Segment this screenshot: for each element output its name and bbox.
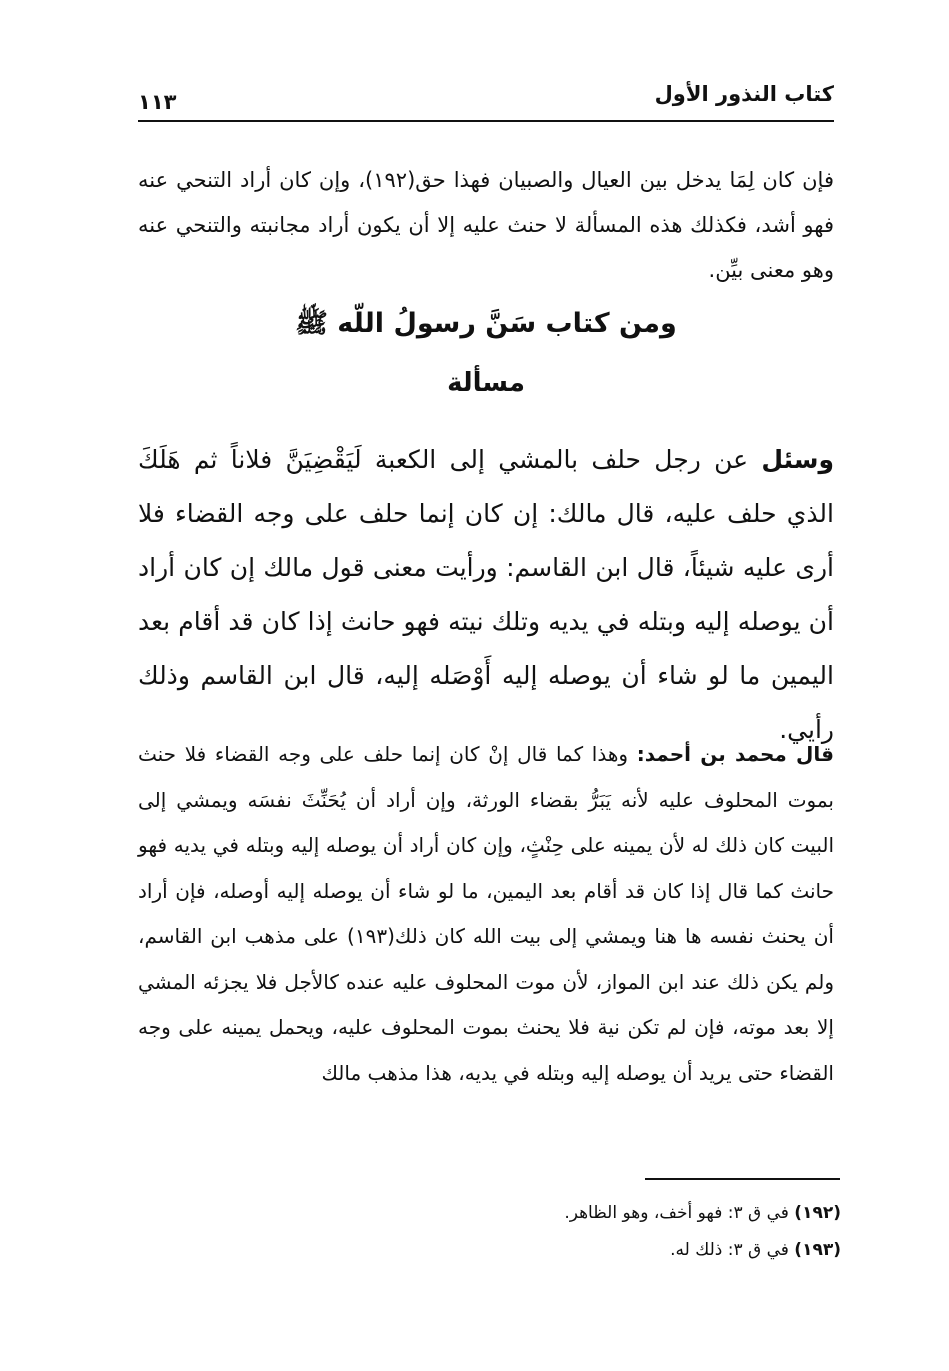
footnote-separator	[645, 1178, 840, 1180]
footnote-193	[670, 1240, 841, 1260]
footnote-ref: (١٩٢)	[794, 1203, 841, 1223]
footnote-ref: (١٩٣)	[794, 1240, 841, 1260]
running-header	[138, 78, 834, 122]
paragraph-question-text: عن رجل حلف بالمشي إلى الكعبة لَيَقْضِيَنَّ فلاناً ثم هَلَكَ الذي حلف عليه، قال مالك: إن كان إنما حلف على وجه القضاء فلا أرى عليه شيئاً، قال ابن القاسم: ورأيت معنى قول مالك إن كان أراد أن يوصله إليه وبتله في يديه وتلك نيته فهو حانث إذا كان قد أقام بعد اليمين ما لو شاء أن يوصله إليه أَوْصَله إليه، قال ابن القاسم وذلك رأيي.	[138, 445, 834, 744]
paragraph-lead-word: وسئل	[761, 445, 834, 474]
paragraph-commentary	[138, 732, 834, 1096]
footnote-text: في ق ٣: فهو أخف، وهو الظاهر.	[564, 1203, 795, 1223]
footnote-192	[564, 1203, 841, 1223]
page-number: ١١٣	[138, 90, 177, 114]
commentary-lead: قال محمد بن أحمد:	[636, 742, 834, 766]
footnote-text: في ق ٣: ذلك له.	[670, 1240, 795, 1260]
paragraph-question	[138, 433, 834, 757]
book-title: كتاب النذور الأول	[654, 82, 834, 106]
paragraph-continuation: فإن كان لِمَا يدخل بين العيال والصبيان فهذا حق(١٩٢)، وإن كان أراد التنحي عنه فهو أشد، فكذلك هذه المسألة لا حنث عليه إلا أن يكون أراد مجانبته والتنحي عنه وهو معنى بيِّن.	[138, 168, 834, 282]
chapter-heading: ومن كتاب سَنَّ رسولُ اللّه ﷺ	[295, 308, 677, 339]
issue-heading: مسألة	[447, 368, 525, 398]
paragraph-commentary-text: وهذا كما قال إنْ كان إنما حلف على وجه القضاء فلا حنث بموت المحلوف عليه لأنه يَبَرُّ بقضاء الورثة، وإن أراد أن يُحَنِّثَ نفسَه ويمشي إلى البيت كان ذلك له لأن يمينه على حِنْثٍ، وإن كان أراد أن يوصله إليه وبتله في يديه فهو حانث كما قال إذا كان قد أقام بعد اليمين، ما لو شاء أن يوصله إليه أوصله، فإن أراد أن يحنث نفسه ها هنا ويمشي إلى بيت الله كان ذلك(١٩٣) على مذهب ابن القاسم، ولم يكن ذلك عند ابن المواز، لأن موت المحلوف عليه عنده كالأجل فلا يجزئه المشي إلا بعد موته، فإن لم تكن نية فلا يحنث بموت المحلوف عليه، ويحمل يمينه على وجه القضاء حتى يريد أن يوصله إليه وبتله في يديه، هذا مذهب مالك	[138, 742, 834, 1085]
